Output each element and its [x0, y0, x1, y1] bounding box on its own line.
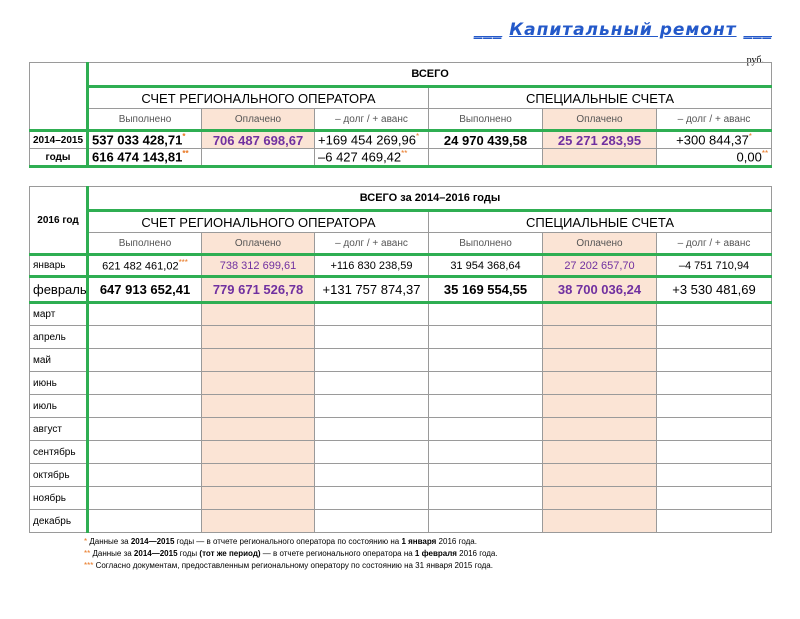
cell-spec-paid: 38 700 036,24	[543, 277, 657, 303]
table-row	[30, 349, 772, 372]
month-label: январь	[30, 255, 88, 277]
table-row	[30, 464, 772, 487]
cell-reg-done: 537 033 428,71*	[88, 131, 202, 149]
cell-spec-paid-empty	[543, 149, 657, 167]
table-row	[30, 303, 772, 326]
cell-spec-debt: –4 751 710,94	[657, 255, 772, 277]
col-debt: – долг / + аванс	[315, 233, 429, 255]
logo	[474, 20, 772, 40]
col-paid: Оплачено	[202, 109, 315, 131]
cell-reg-debt: –6 427 469,42**	[315, 149, 429, 167]
cell-spec-debt: 0,00**	[657, 149, 772, 167]
cell-spec-done: 24 970 439,58	[429, 131, 543, 149]
monthly-title: ВСЕГО за 2014–2016 годы	[88, 187, 772, 211]
month-label: март	[30, 303, 88, 326]
col-debt: – долг / + аванс	[315, 109, 429, 131]
month-label: август	[30, 418, 88, 441]
cell-spec-paid: 25 271 283,95	[543, 131, 657, 149]
col-paid: Оплачено	[543, 233, 657, 255]
monthly-table	[29, 186, 772, 533]
month-label: июль	[30, 395, 88, 418]
cell-reg-debt: +131 757 874,37	[315, 277, 429, 303]
table-row	[30, 418, 772, 441]
cell-spec-done: 31 954 368,64	[429, 255, 543, 277]
table-row	[30, 487, 772, 510]
cell-spec-debt: +300 844,37*	[657, 131, 772, 149]
currency-unit: руб.	[746, 55, 764, 66]
year-label: 2016 год	[30, 187, 88, 255]
cell-reg-paid: 738 312 699,61	[202, 255, 315, 277]
cell-reg-paid: 779 671 526,78	[202, 277, 315, 303]
col-paid: Оплачено	[543, 109, 657, 131]
col-paid: Оплачено	[202, 233, 315, 255]
table-row	[30, 441, 772, 464]
table-row	[30, 395, 772, 418]
table-row	[30, 372, 772, 395]
col-done: Выполнено	[88, 109, 202, 131]
month-label: апрель	[30, 326, 88, 349]
table-row	[30, 326, 772, 349]
logo-line-right: ___	[743, 20, 772, 40]
cell-spec-paid: 27 202 657,70	[543, 255, 657, 277]
table-row	[30, 255, 772, 277]
col-debt: – долг / + аванс	[657, 109, 772, 131]
col-done: Выполнено	[88, 233, 202, 255]
col-debt: – долг / + аванс	[657, 233, 772, 255]
group-regional: СЧЕТ РЕГИОНАЛЬНОГО ОПЕРАТОРА	[88, 87, 429, 109]
row-label-years: 2014–2015	[30, 131, 88, 149]
group-special: СПЕЦИАЛЬНЫЕ СЧЕТА	[429, 87, 772, 109]
cell-reg-done: 616 474 143,81**	[88, 149, 202, 167]
corner-cell	[30, 63, 88, 131]
cell-spec-debt: +3 530 481,69	[657, 277, 772, 303]
footnote-2: ** Данные за 2014—2015 годы (тот же период) — в отчете регионального оператора на 1 февраля 2016 года.	[84, 549, 498, 558]
footnotes	[84, 536, 498, 572]
cell-spec-done-empty	[429, 149, 543, 167]
group-special: СПЕЦИАЛЬНЫЕ СЧЕТА	[429, 211, 772, 233]
month-label: июнь	[30, 372, 88, 395]
cell-spec-done: 35 169 554,55	[429, 277, 543, 303]
summary-table	[29, 62, 772, 168]
month-label: февраль	[30, 277, 88, 303]
logo-title: Капитальный ремонт	[509, 20, 737, 40]
cell-reg-debt: +169 454 269,96*	[315, 131, 429, 149]
table-row	[30, 510, 772, 533]
col-done: Выполнено	[429, 233, 543, 255]
month-label: октябрь	[30, 464, 88, 487]
col-done: Выполнено	[429, 109, 543, 131]
cell-reg-debt: +116 830 238,59	[315, 255, 429, 277]
month-label: май	[30, 349, 88, 372]
cell-reg-done: 647 913 652,41	[88, 277, 202, 303]
footnote-3: *** Согласно документам, предоставленным региональному оператору по состоянию на 31 января 2015 года.	[84, 561, 493, 570]
footnote-1: * Данные за 2014—2015 годы — в отчете регионального оператора по состоянию на 1 января 2016 года.	[84, 537, 477, 546]
cell-reg-paid-empty	[202, 149, 315, 167]
month-label: декабрь	[30, 510, 88, 533]
summary-title: ВСЕГО	[88, 63, 772, 87]
cell-reg-done: 621 482 461,02***	[88, 255, 202, 277]
group-regional: СЧЕТ РЕГИОНАЛЬНОГО ОПЕРАТОРА	[88, 211, 429, 233]
table-row	[30, 277, 772, 303]
logo-line-left: ___	[473, 20, 503, 40]
cell-reg-paid: 706 487 698,67	[202, 131, 315, 149]
month-label: сентябрь	[30, 441, 88, 464]
row-label-years: годы	[30, 149, 88, 167]
month-label: ноябрь	[30, 487, 88, 510]
